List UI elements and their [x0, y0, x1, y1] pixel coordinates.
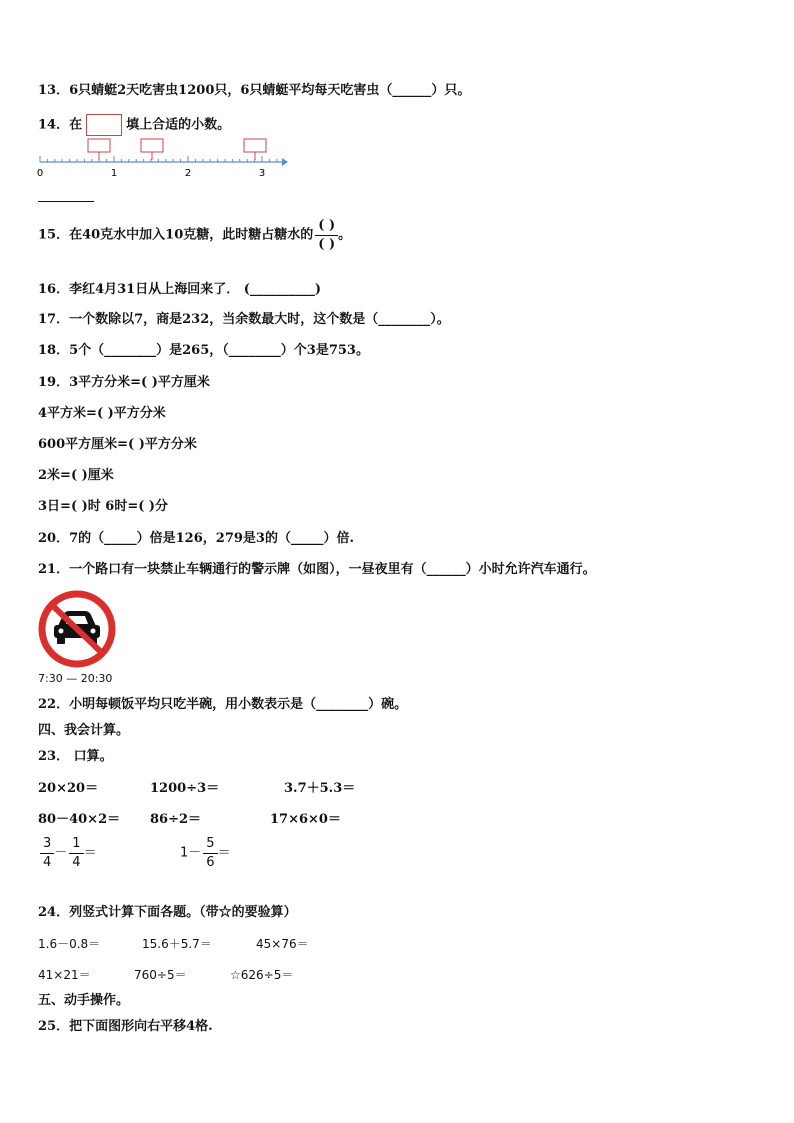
question-20: 20．7的（_____）倍是126，279是3的（_____）倍.	[38, 531, 354, 546]
question-24: 24．列竖式计算下面各题。（带☆的要验算）	[38, 905, 297, 920]
nl-label-2: 2	[184, 168, 192, 179]
vertical-2-1: 41×21＝	[38, 968, 91, 982]
question-14-prefix: 14．在	[38, 117, 83, 133]
question-16: 16．李红4月31日从上海回来了． (__________)	[38, 282, 322, 297]
nl-label-1: 1	[110, 168, 118, 179]
question-22: 22．小明每顿饭平均只吃半碗，用小数表示是（________）碗。	[38, 697, 408, 712]
question-13: 13．6只蜻蜓2天吃害虫1200只，6只蜻蜓平均每天吃害虫（______）只。	[38, 83, 471, 98]
vertical-1-3: 45×76＝	[256, 937, 309, 951]
no-vehicle-sign	[36, 588, 118, 670]
fraction-denominator: ( )	[318, 237, 336, 252]
answer-box-sample	[86, 114, 122, 136]
question-18: 18．5个（________）是265，（________）个3是753。	[38, 343, 369, 358]
question-25: 25．把下面图形向右平移4格.	[38, 1019, 213, 1034]
number-line	[30, 136, 300, 180]
oral-2-1: 80－40×2＝	[38, 812, 121, 827]
section-4-heading: 四、我会计算。	[38, 723, 130, 738]
question-23: 23． 口算。	[38, 749, 113, 764]
oral-1-2: 1200÷3＝	[150, 781, 220, 796]
number-line-arrow	[282, 158, 288, 166]
nl-label-3: 3	[258, 168, 266, 179]
answer-box-3	[244, 139, 266, 152]
answer-line	[38, 201, 94, 202]
oral-fraction-2: 1－ $\frac{5}{6}$ ＝	[180, 836, 231, 870]
question-15	[38, 218, 351, 253]
fraction-numerator: ( )	[318, 218, 336, 233]
vertical-2-2: 760÷5＝	[134, 968, 187, 982]
question-14	[38, 114, 230, 136]
question-21: 21．一个路口有一块禁止车辆通行的警示牌（如图），一昼夜里有（______）小时允许汽车通行。	[38, 562, 596, 577]
question-19-line-1: 19．3平方分米=( )平方厘米	[38, 375, 210, 390]
question-19-line-2: 4平方米=( )平方分米	[38, 406, 166, 421]
answer-box-1	[88, 139, 110, 152]
nl-label-0: 0	[36, 168, 44, 179]
oral-1-1: 20×20＝	[38, 781, 99, 796]
vertical-2-3: ☆626÷5＝	[230, 968, 294, 982]
question-19-line-3: 600平方厘米=( )平方分米	[38, 437, 197, 452]
sign-time-range: 7:30 — 20:30	[38, 672, 113, 685]
oral-2-2: 86÷2＝	[150, 812, 202, 827]
question-19-line-4: 2米=( )厘米	[38, 468, 114, 483]
question-15-end: 。	[338, 227, 352, 243]
fraction-blank	[315, 218, 338, 253]
oral-1-3: 3.7＋5.3＝	[284, 781, 356, 796]
question-17: 17．一个数除以7，商是232，当余数最大时，这个数是（________）。	[38, 312, 450, 327]
number-line-ticks	[40, 156, 277, 162]
vertical-1-1: 1.6－0.8＝	[38, 937, 101, 951]
vertical-1-2: 15.6＋5.7＝	[142, 937, 212, 951]
question-14-suffix: 填上合适的小数。	[126, 117, 231, 133]
question-19-line-5: 3日=( )时 6时=( )分	[38, 499, 169, 514]
section-5-heading: 五、动手操作。	[38, 993, 130, 1008]
question-15-text: 15．在40克水中加入10克糖，此时糖占糖水的	[38, 227, 314, 243]
answer-box-2	[141, 139, 163, 152]
oral-2-3: 17×6×0＝	[270, 812, 341, 827]
oral-fraction-1: $\frac{3}{4}$ － $\frac{1}{4}$ ＝	[38, 836, 97, 871]
